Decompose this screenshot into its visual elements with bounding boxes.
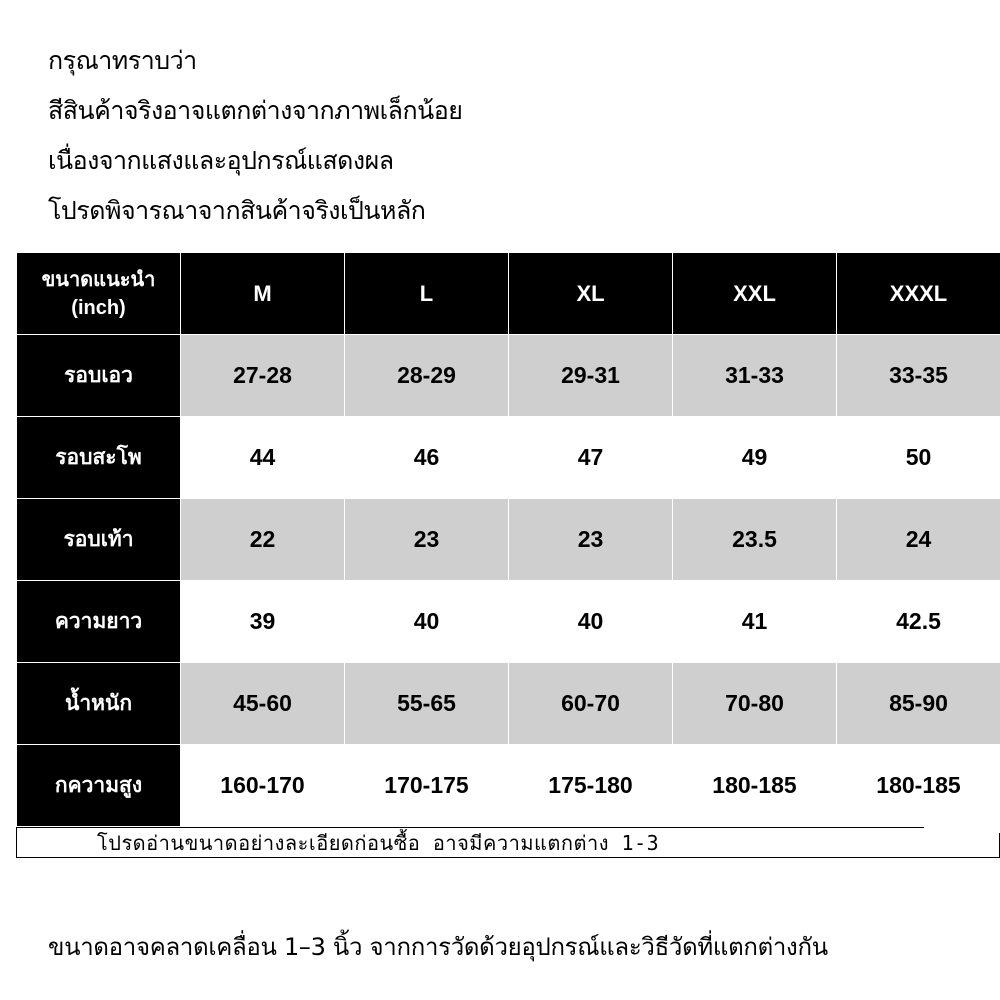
size-header-xl: XL — [509, 253, 673, 335]
table-cell: 180-185 — [837, 745, 1000, 827]
table-cell: 44 — [181, 417, 345, 499]
table-cell: 41 — [673, 581, 837, 663]
table-row-height — [17, 745, 1000, 827]
table-cell: 23 — [345, 499, 509, 581]
size-header-xxl: XXL — [673, 253, 837, 335]
table-cell: 23 — [509, 499, 673, 581]
table-cell: 170-175 — [345, 745, 509, 827]
table-cell: 49 — [673, 417, 837, 499]
table-cell: 70-80 — [673, 663, 837, 745]
header-label-title: ขนาดแนะนำ — [41, 268, 156, 291]
size-header-l: L — [345, 253, 509, 335]
size-header-xxxl: XXXL — [837, 253, 1000, 335]
table-cell: 29-31 — [509, 335, 673, 417]
table-cell: 28-29 — [345, 335, 509, 417]
header-label-cell — [17, 253, 181, 335]
table-cell: 47 — [509, 417, 673, 499]
table-row-waist — [17, 335, 1000, 417]
row-label-height: กความสูง — [17, 745, 181, 827]
header-label-unit: (inch) — [71, 296, 126, 319]
table-footnote-strip — [16, 827, 1000, 858]
table-cell: 175-180 — [509, 745, 673, 827]
table-row-hip — [17, 417, 1000, 499]
size-header-m: M — [181, 253, 345, 335]
table-cell: 39 — [181, 581, 345, 663]
row-label-length: ความยาว — [17, 581, 181, 663]
table-cell: 22 — [181, 499, 345, 581]
size-chart-table — [16, 252, 1000, 827]
row-label-hip: รอบสะโพ — [17, 417, 181, 499]
table-cell: 45-60 — [181, 663, 345, 745]
table-cell: 180-185 — [673, 745, 837, 827]
table-cell: 31-33 — [673, 335, 837, 417]
table-footnote: โปรดอ่านขนาดอย่างละเอียดก่อนซื้อ อาจมีความแตกต่าง 1-3 — [97, 831, 660, 855]
table-cell: 33-35 — [837, 335, 1000, 417]
table-cell: 40 — [509, 581, 673, 663]
notice-block — [48, 36, 948, 236]
table-header-row — [17, 253, 1000, 335]
table-cell: 23.5 — [673, 499, 837, 581]
footnote-border-gap — [924, 827, 1000, 833]
notice-line-2: สีสินค้าจริงอาจแตกต่างจากภาพเล็กน้อย — [48, 96, 463, 125]
table-cell: 85-90 — [837, 663, 1000, 745]
bottom-note: ขนาดอาจคลาดเคลื่อน 1–3 นิ้ว จากการวัดด้วยอุปกรณ์และวิธีวัดที่แตกต่างกัน — [48, 933, 828, 961]
table-row-leg-opening — [17, 499, 1000, 581]
table-cell: 24 — [837, 499, 1000, 581]
row-label-weight: น้ำหนัก — [17, 663, 181, 745]
table-cell: 60-70 — [509, 663, 673, 745]
table-cell: 55-65 — [345, 663, 509, 745]
notice-line-1: กรุณาทราบว่า — [48, 46, 197, 75]
table-cell: 160-170 — [181, 745, 345, 827]
table-cell: 40 — [345, 581, 509, 663]
notice-line-4: โปรดพิจารณาจากสินค้าจริงเป็นหลัก — [48, 196, 426, 225]
table-cell: 42.5 — [837, 581, 1000, 663]
row-label-leg-opening: รอบเท้า — [17, 499, 181, 581]
row-label-waist: รอบเอว — [17, 335, 181, 417]
notice-line-3: เนื่องจากแสงและอุปกรณ์แสดงผล — [48, 146, 394, 175]
table-row-length — [17, 581, 1000, 663]
table-cell: 27-28 — [181, 335, 345, 417]
table-row-weight — [17, 663, 1000, 745]
table-cell: 50 — [837, 417, 1000, 499]
table-cell: 46 — [345, 417, 509, 499]
